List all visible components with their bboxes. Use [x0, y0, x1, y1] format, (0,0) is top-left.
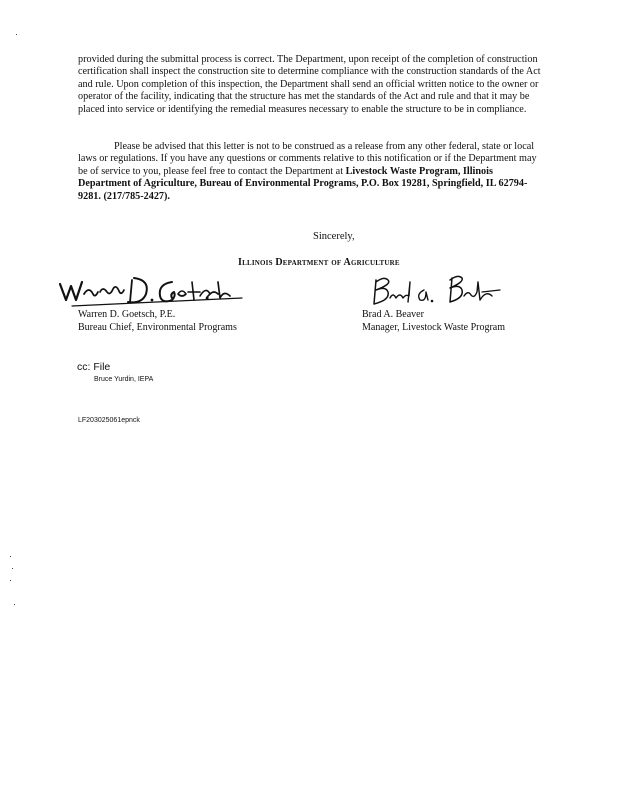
scan-speck [14, 604, 15, 605]
signature-brad-beaver [366, 272, 516, 308]
signatory-right-name: Brad A. Beaver [362, 309, 424, 320]
signatory-left-title: Bureau Chief, Environmental Programs [78, 322, 237, 333]
signature-warren-goetsch [54, 270, 254, 310]
scan-speck [10, 556, 11, 557]
signatory-left-block [78, 308, 237, 334]
signatory-right-title: Manager, Livestock Waste Program [362, 322, 506, 333]
organization-name: Illinois Department of Agriculture [238, 257, 400, 268]
scan-speck [12, 568, 13, 569]
paragraph-compliance: provided during the submittal process is correct. The Department, upon receipt of the completion of construction certification shall inspect the construction site to determine compliance with the construction standards of the Act and rule. Upon completion of this inspection, the Department shall send an official written notice to the owner or operator of the facility, indicating that the structure has met the standards of the Act and rule and that it may be placed into service or identifying the remedial measures necessary to enable the structure to be in compliance. [78, 54, 541, 115]
scan-speck [16, 34, 17, 35]
paragraph-contact-text: Please be advised that this letter is not to be construed as a release from any other federal, state or local laws or regulations. If you have any questions or comments relative to this notification or if the Department may be of service to you, please feel free to contact the Department at [78, 141, 537, 177]
file-reference: LF203025061epnck [78, 417, 140, 424]
closing: Sincerely, [313, 231, 355, 242]
cc-recipient: Bruce Yurdin, IEPA [94, 376, 154, 383]
cc-line: cc: File [77, 361, 111, 373]
contact-address: Livestock Waste Program, Illinois Department of Agriculture, Bureau of Environmental Programs, P.O. Box 19281, Springfield, IL 62794-9281. (217/785-2427). [78, 165, 528, 202]
paragraph-contact [78, 141, 546, 203]
signatory-left-name: Warren D. Goetsch, P.E. [78, 309, 176, 320]
signatory-right-block [362, 308, 505, 334]
scan-speck [10, 580, 11, 581]
